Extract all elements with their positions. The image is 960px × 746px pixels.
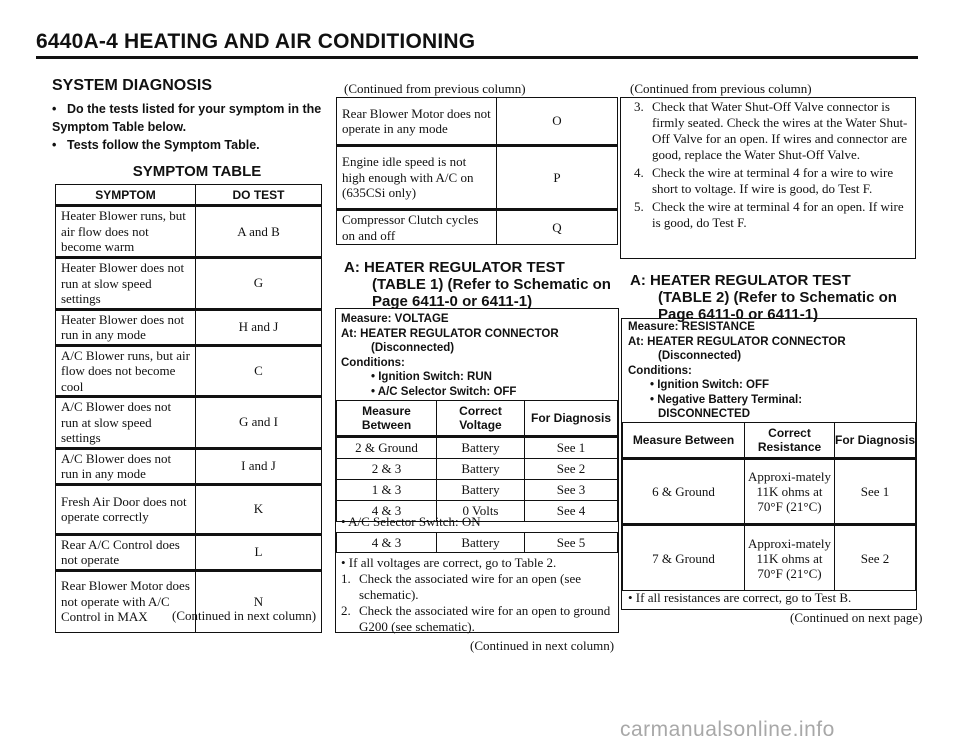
test-cell: K — [196, 484, 322, 534]
measure-cell: 6 & Ground — [623, 459, 745, 525]
measure-label: Measure: VOLTAGE — [341, 313, 449, 325]
correct-cell: Approxi-mately 11K ohms at 70°F (21°C) — [745, 525, 835, 591]
table1-voltage-grid-on — [336, 532, 618, 553]
heading-line: (TABLE 2) (Refer to Schematic on — [658, 289, 897, 306]
heater-regulator-test-table2-heading — [630, 272, 920, 323]
condition-item: • Ignition Switch: RUN — [371, 371, 492, 383]
note-item: 2. Check the associated wire for an open to ground G200 (see schematic). — [341, 603, 611, 634]
symptom-table-heading: SYMPTOM TABLE — [132, 163, 262, 180]
symptom-table-continued — [336, 97, 618, 245]
measure-between-header: Measure Between — [337, 401, 437, 437]
diag-cell: See 2 — [835, 525, 916, 591]
step-item: 5. Check the wire at terminal 4 for an open. If wire is good, do Test F. — [634, 199, 904, 230]
test-cell: P — [497, 146, 618, 210]
note-item: 1. Check the associated wire for an open (see schematic). — [341, 571, 581, 602]
correct-cell: 0 Volts — [437, 501, 525, 522]
at-label: At: HEATER REGULATOR CONNECTOR — [341, 327, 559, 340]
step-item: 4. Check the wire at terminal 4 for a wire to wire short to voltage. If wire is good, do Test F. — [634, 165, 894, 196]
disconnected-label: (Disconnected) — [371, 342, 455, 354]
all-resistances-note: • If all resistances are correct, go to Test B. — [628, 590, 852, 605]
continued-from-note: (Continued from previous column) — [344, 81, 526, 96]
test-cell: Q — [497, 210, 618, 245]
test-cell: A and B — [196, 206, 322, 258]
diag-cell: See 3 — [525, 480, 618, 501]
heading-line: Page 6411-0 or 6411-1) — [372, 293, 533, 310]
symptom-cell: A/C Blower does not run in any mode — [56, 448, 196, 484]
instruction-bullet-2: • Tests follow the Symptom Table. — [52, 138, 260, 152]
symptom-cell: Rear Blower Motor does not operate in any mode — [337, 98, 497, 146]
conditions-label: Conditions: — [341, 356, 405, 369]
correct-cell: Battery — [437, 480, 525, 501]
for-diagnosis-header: For Diagnosis — [835, 423, 916, 459]
heading-line: (TABLE 1) (Refer to Schematic on — [372, 276, 611, 293]
diag-cell: See 2 — [525, 459, 618, 480]
diag-cell: See 1 — [835, 459, 916, 525]
symptom-cell: Rear A/C Control does not operate — [56, 534, 196, 570]
all-voltages-note: • If all voltages are correct, go to Table 2. — [341, 555, 557, 570]
diag-cell: See 5 — [525, 533, 618, 553]
at-label: At: HEATER REGULATOR CONNECTOR — [628, 335, 846, 348]
measure-cell: 1 & 3 — [337, 480, 437, 501]
correct-resistance-header: Correct Resistance — [745, 423, 835, 459]
measure-between-header: Measure Between — [623, 423, 745, 459]
continued-note: (Continued in next column) — [470, 638, 615, 653]
symptom-cell: Rear Blower Motor does not operate with A/C Control in MAX — [56, 570, 196, 632]
table1-voltage-grid — [336, 400, 618, 522]
test-cell: G and I — [196, 397, 322, 449]
test-cell: O — [497, 98, 618, 146]
test-cell: N — [196, 570, 322, 632]
symptom-table — [55, 184, 322, 633]
correct-cell: Battery — [437, 459, 525, 480]
instruction-text-1: Do the tests listed for your symptom in the Symptom Table below. — [52, 102, 322, 134]
instruction-text-2: Tests follow the Symptom Table. — [67, 138, 260, 152]
symptom-cell: Engine idle speed is not high enough with A/C on (635CSi only) — [337, 146, 497, 210]
continued-note: (Continued in next column) — [172, 608, 317, 623]
continued-from-note: (Continued from previous column) — [630, 81, 812, 96]
disconnected-label: (Disconnected) — [658, 350, 742, 362]
symptom-cell: Compressor Clutch cycles on and off — [337, 210, 497, 245]
symptom-cell: Fresh Air Door does not operate correctly — [56, 484, 196, 534]
condition-item: • Ignition Switch: OFF — [650, 379, 770, 391]
heading-line: A: HEATER REGULATOR TEST — [344, 259, 565, 276]
continued-note: (Continued on next page) — [790, 610, 923, 625]
measure-cell: 4 & 3 — [337, 533, 437, 553]
test-cell: C — [196, 345, 322, 397]
measure-cell: 7 & Ground — [623, 525, 745, 591]
condition-item: • Negative Battery Terminal: — [650, 393, 803, 406]
test-cell: I and J — [196, 448, 322, 484]
page-header-title: 6440A-4 HEATING AND AIR CONDITIONING — [36, 30, 476, 53]
diagnosis-steps — [634, 99, 912, 233]
heading-line: A: HEATER REGULATOR TEST — [630, 272, 851, 289]
for-diagnosis-header: For Diagnosis — [525, 401, 618, 437]
header-rule — [36, 56, 918, 59]
table2-resistance-grid — [622, 422, 916, 591]
symptom-cell: Heater Blower does not run at slow speed settings — [56, 258, 196, 310]
test-cell: H and J — [196, 309, 322, 345]
measure-cell: 4 & 3 — [337, 501, 437, 522]
symptom-column-header: SYMPTOM — [56, 185, 196, 206]
test-cell: L — [196, 534, 322, 570]
correct-cell: Battery — [437, 533, 525, 553]
do-test-column-header: DO TEST — [196, 185, 322, 206]
conditions-label: Conditions: — [628, 364, 692, 377]
measure-label: Measure: RESISTANCE — [628, 321, 755, 333]
symptom-cell: Heater Blower runs, but air flow does not become warm — [56, 206, 196, 258]
step-item: 3. Check that Water Shut-Off Valve connector is firmly seated. Check the wires at the Water Shut-Off Valve for an open. If wires and connector are good, replace the Water Shut-Off Valve. — [634, 99, 908, 162]
diag-cell: See 1 — [525, 437, 618, 459]
table2-conditions — [628, 320, 914, 422]
selector-switch-on-note: • A/C Selector Switch: ON — [341, 514, 481, 529]
symptom-cell: Heater Blower does not run in any mode — [56, 309, 196, 345]
table1-conditions — [341, 312, 617, 399]
condition-item: • A/C Selector Switch: OFF — [371, 385, 517, 398]
correct-cell: Battery — [437, 437, 525, 459]
diag-cell: See 4 — [525, 501, 618, 522]
symptom-cell: A/C Blower does not run at slow speed settings — [56, 397, 196, 449]
watermark: carmanualsonline.info — [620, 718, 835, 741]
table1-notes — [341, 555, 615, 635]
measure-cell: 2 & Ground — [337, 437, 437, 459]
correct-cell: Approxi-mately 11K ohms at 70°F (21°C) — [745, 459, 835, 525]
test-cell: G — [196, 258, 322, 310]
heater-regulator-test-table1-heading — [344, 259, 634, 310]
condition-item: DISCONNECTED — [658, 408, 751, 420]
system-diagnosis-heading: SYSTEM DIAGNOSIS — [52, 77, 213, 94]
instruction-bullet-1: • Do the tests listed for your symptom in the Symptom Table below. — [52, 102, 322, 134]
heading-line: Page 6411-0 or 6411-1) — [658, 306, 819, 323]
symptom-cell: A/C Blower runs, but air flow does not become cool — [56, 345, 196, 397]
correct-voltage-header: Correct Voltage — [437, 401, 525, 437]
measure-cell: 2 & 3 — [337, 459, 437, 480]
